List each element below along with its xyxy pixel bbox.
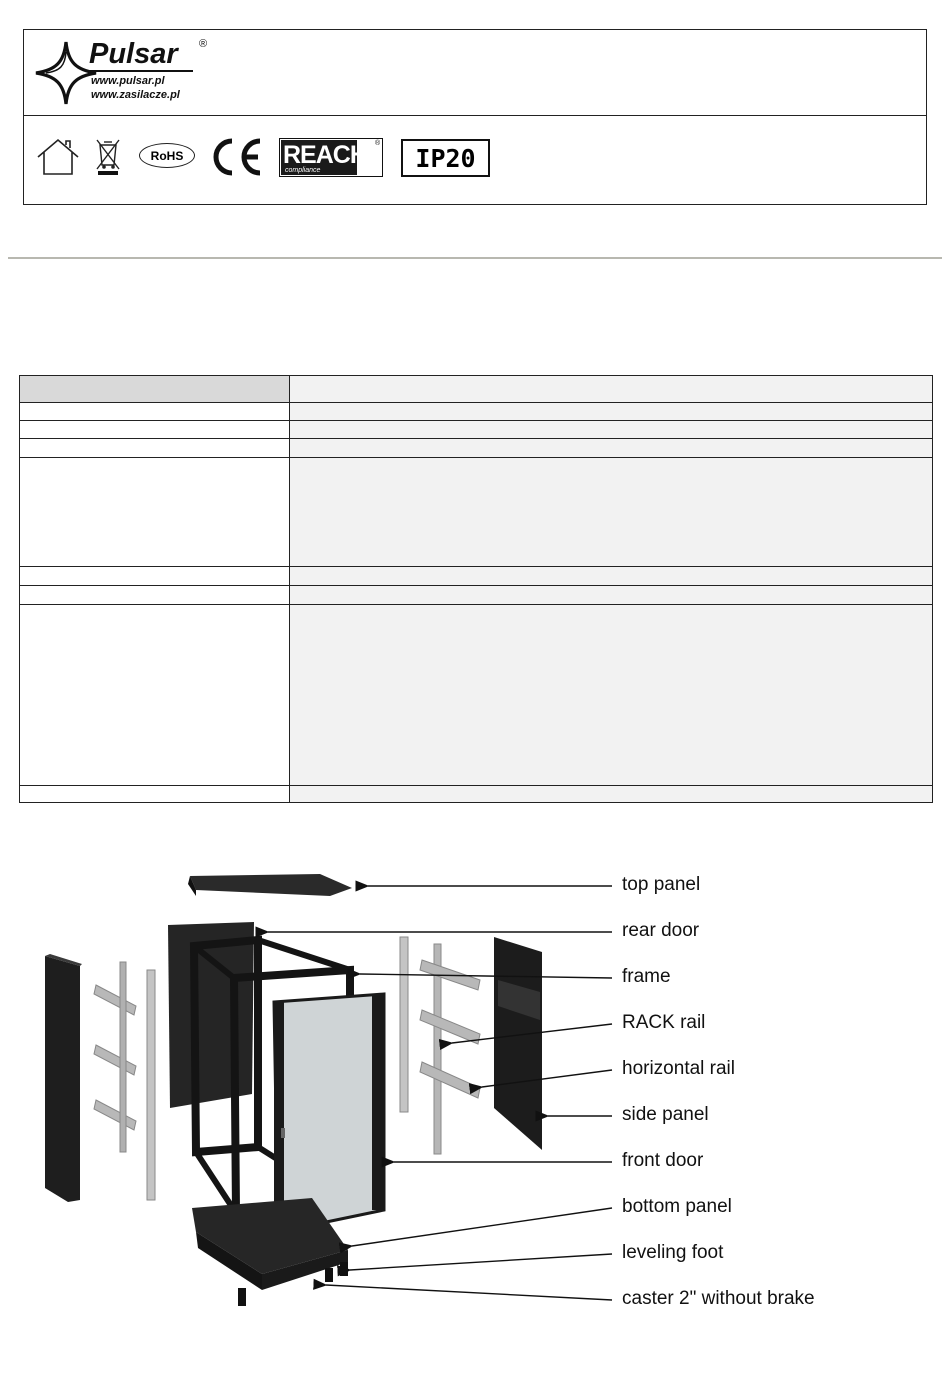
brand-url-1: www.pulsar.pl: [91, 75, 165, 87]
table-row: [19, 457, 933, 567]
table-cell-label: [19, 457, 290, 567]
table-row: [19, 604, 933, 786]
table-row: [19, 420, 933, 439]
label-front-door: front door: [622, 1150, 704, 1171]
table-row: [19, 785, 933, 803]
section-separator: [8, 257, 942, 259]
cabinet-exploded-diagram: [0, 860, 950, 1320]
table-row: [19, 438, 933, 458]
right-side-panel: [494, 937, 542, 1150]
table-cell-value: [289, 438, 933, 458]
table-cell-label: [19, 604, 290, 786]
house-indoor-icon: [35, 137, 81, 177]
label-side-panel: side panel: [622, 1104, 709, 1125]
ip20-icon: [401, 139, 490, 177]
rohs-icon: [139, 143, 195, 168]
table-cell-label: [19, 438, 290, 458]
spec-table: [19, 375, 933, 803]
table-cell-label: [19, 402, 290, 421]
table-cell-value: [289, 785, 933, 803]
left-rails: [94, 962, 155, 1200]
brand-url-2: www.zasilacze.pl: [91, 89, 180, 101]
table-cell-label: [19, 585, 290, 605]
brand-name: Pulsar: [89, 38, 178, 70]
table-row: [19, 585, 933, 605]
reach-icon: [279, 138, 383, 177]
table-cell-value: [289, 402, 933, 421]
header-divider: [23, 115, 927, 116]
label-horizontal-rail: horizontal rail: [622, 1058, 735, 1079]
top-panel: [188, 874, 352, 896]
rohs-label: RoHS: [150, 148, 184, 163]
reach-reg-mark: ®: [375, 140, 381, 147]
label-bottom-panel: bottom panel: [622, 1196, 732, 1217]
left-side-panel: [45, 954, 82, 1202]
table-cell-label: [19, 785, 290, 803]
table-row: [19, 566, 933, 586]
logo-underline: [89, 70, 193, 72]
label-rear-door: rear door: [622, 920, 700, 941]
registered-mark: ®: [199, 38, 208, 50]
label-leveling-foot: leveling foot: [622, 1242, 724, 1263]
table-row: [19, 375, 933, 403]
table-cell-label: [19, 420, 290, 439]
table-cell-label: [19, 566, 290, 586]
label-caster: caster 2" without brake: [622, 1288, 815, 1309]
label-rack-rail: RACK rail: [622, 1012, 706, 1033]
rear-door: [168, 922, 254, 1108]
reach-sub-label: compliance: [285, 167, 321, 174]
label-frame: frame: [622, 966, 671, 987]
table-cell-value: [289, 585, 933, 605]
label-top-panel: top panel: [622, 874, 701, 895]
reach-label: REACH: [283, 141, 367, 169]
table-header-cell: [19, 375, 290, 403]
table-header-cell: [289, 375, 933, 403]
table-cell-value: [289, 457, 933, 567]
table-cell-value: [289, 604, 933, 786]
front-door: [274, 994, 384, 1232]
table-row: [19, 402, 933, 421]
ip20-label: IP20: [415, 143, 476, 173]
table-cell-value: [289, 566, 933, 586]
table-cell-value: [289, 420, 933, 439]
right-rails: [400, 937, 480, 1154]
ce-mark-icon: [210, 137, 264, 177]
weee-bin-icon: [95, 136, 121, 176]
